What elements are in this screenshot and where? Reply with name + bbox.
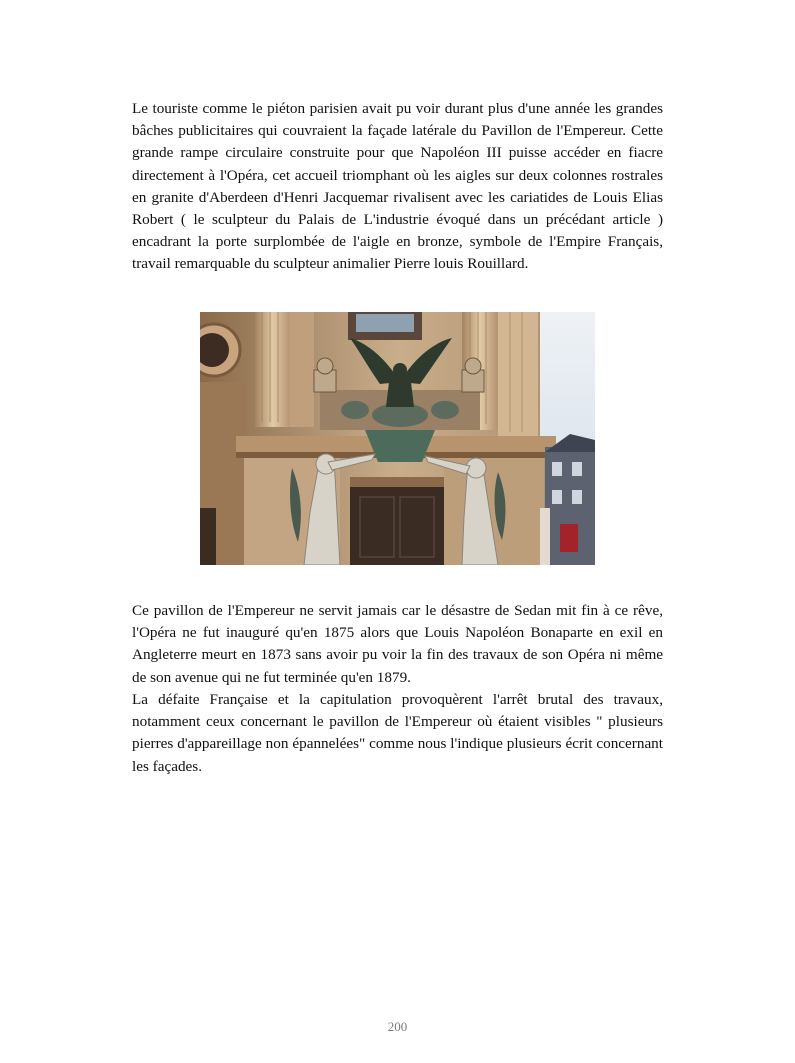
paragraph-intro: Le touriste comme le piéton parisien avait pu voir durant plus d'une année les grandes bâches publicitaires qui couvraient la façade latérale du Pavillon de l'Empereur. Cette grande rampe circulaire construite pour que Napoléon III puisse accéder en fiacre directement à l'Opéra, cet accueil triomphant où les aigles sur deux colonnes rostrales en granite d'Aberdeen d'Henri Jacquemar rivalisent avec les cariatides de Louis Elias Robert ( le sculpteur du Palais de L'industrie évoqué dans un précédant article ) encadrant la porte surplombée de l'aigle en bronze, symbole de l'Empire Français, travail remarquable du sculpteur animalier Pierre louis Rouillard. bbox=[132, 100, 663, 273]
paragraph-defaite: La défaite Française et la capitulation provoquèrent l'arrêt brutal des travaux, notamment ceux concernant le pavillon de l'Empereur où étaient visibles " plusieurs pierres d'appareillage non épannelées" comme nous l'indique plusieurs écrit concernant les façades. bbox=[132, 691, 663, 775]
photo-pavillon-empereur bbox=[200, 312, 595, 565]
page-number: 200 bbox=[387, 1019, 408, 1034]
paragraph-pavillon-history: Ce pavillon de l'Empereur ne servit jamais car le désastre de Sedan mit fin à ce rêve, l'Opéra ne fut inauguré qu'en 1875 alors que Louis Napoléon Bonaparte en exil en Angleterre meurt en 1873 sans avoir pu voir la fin des travaux de son Opéra ni même de son avenue qui ne fut terminée qu'en 1879. bbox=[132, 602, 663, 686]
